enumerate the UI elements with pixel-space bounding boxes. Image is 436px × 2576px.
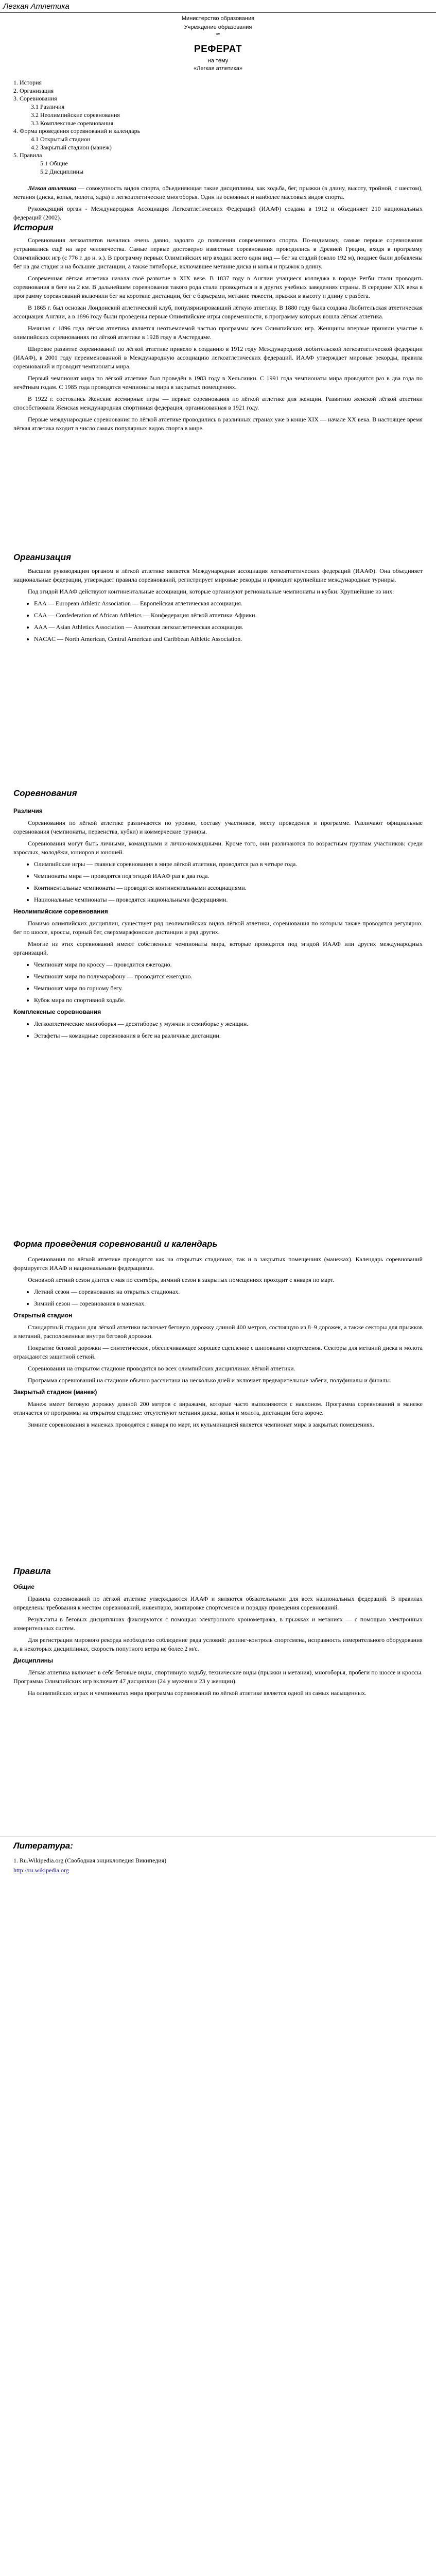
format-section	[13, 1255, 423, 1432]
intro-paragraph	[13, 184, 423, 201]
toc-item[interactable]: 3.1 Различия	[31, 103, 65, 111]
complex-item: • Эстафеты — командные соревнования в беге на различные дистанции.	[34, 1031, 423, 1040]
history-paragraph: Современная лёгкая атлетика начала своё развитие в XIX веке. В 1837 году в Англии учащиеся колледжа в городе Регби стали проводить соревнования в беге на 2 км. В дальнейшем соревнования такого рода стали проводиться и в других учебных заведениях страны. В середине XIX века в программу соревнований включили бег на короткие дистанции, бег с барьерами, метание тяжести, прыжки в высоту и длину с разбега.	[13, 275, 423, 299]
association-item: • EAA — European Athletic Association — Европейская атлетическая ассоциация.	[34, 599, 423, 608]
indoor-stadium-paragraph: Манеж имеет беговую дорожку длиной 200 метров с виражами, которые часто выполняются с наклоном. Программа соревнований в манеже отличается от программы на открытом стадионе: отсутствуют метания диска, копья и молота, дистанции бега короче.	[13, 1400, 423, 1416]
toc-item[interactable]: 3.2 Неолимпийские соревнования	[31, 111, 120, 118]
disciplines-paragraph: На олимпийских играх и чемпионатах мира программа соревнований по лёгкой атлетике является одной из самых насыщенных.	[28, 1689, 367, 1697]
history-section	[13, 236, 423, 436]
season-item: • Зимний сезон — соревнования в манежах.	[34, 1299, 423, 1308]
format-paragraph: Основной летний сезон длится с мая по сентябрь, зимний сезон в закрытых помещениях проходит с января по март.	[28, 1276, 335, 1283]
disciplines-paragraph: Лёгкая атлетика включает в себя беговые виды, спортивную ходьбу, технические виды (прыжки и метания), многоборья, пробеги по шоссе и кроссы. Программа Олимпийских игр включает 47 дисциплин (24 у мужчин и 23 у женщин).	[13, 1669, 423, 1685]
general-rules-paragraph: Правила соревнований по лёгкой атлетике утверждаются ИААФ и являются обязательными для всех национальных федераций. В правилах определены требования к местам соревнований, инвентарю, экипировке спортсменов и порядку проведения соревнований.	[13, 1595, 423, 1611]
topic-label: на тему	[207, 58, 229, 64]
history-paragraph: В 1865 г. был основан Лондонский атлетический клуб, популяризировавший лёгкую атлетику. В 1880 году была создана Любительская атлетическая ассоциация Англии, а в 1896 году были проведены первые Олимпийские игры современности, в программу которых вошла лёгкая атлетика.	[13, 304, 423, 320]
open-stadium-paragraph: Программа соревнований на стадионе обычно рассчитана на несколько дней и включает предварительные забеги, полуфиналы и финалы.	[28, 1377, 392, 1384]
rules-section	[13, 1581, 423, 1701]
toc-item[interactable]: 4. Форма проведения соревнований и календарь	[13, 127, 141, 135]
nonolympic-item: • Чемпионат мира по кроссу — проводится ежегодно.	[34, 960, 423, 969]
differences-paragraph: Соревнования могут быть личными, командными и лично-командными. Кроме того, они различаются по возрастным группам участников: среди взрослых, молодёжи, юниоров и юношей.	[13, 840, 423, 856]
toc-item[interactable]: 5.1 Общие	[40, 160, 68, 167]
nonolympic-list	[13, 960, 423, 1005]
organization-paragraph: Высшим руководящим органом в лёгкой атлетике является Международная ассоциация легкоатлетических федераций (ИААФ). Она объединяет национальные федерации, утверждает правила соревнований, регистрирует мировые рекорды и проводит крупнейшие международные турниры.	[13, 567, 423, 583]
toc-item[interactable]: 4.2 Закрытый стадион (манеж)	[31, 143, 112, 151]
quote-label: “”	[216, 32, 220, 39]
nonolympic-heading: Неолимпийские соревнования	[13, 908, 108, 915]
history-paragraph: Соревнования легкоатлетов начались очень давно, задолго до появления современного спорта. По-видимому, самые первые соревнования устраивались ещё на заре человечества. Самые первые достоверно известные соревнования проводились в Древней Греции, входя в программу Олимпийских игр (с 776 г. до н. э.). В программу первых Олимпийских игр входил всего один вид — бег на стадий (около 192 м), позднее были добавлены бег на два стадия и на большие дистанции, а также пятиборье, включавшее метание диска и копья и прыжок в длину.	[13, 236, 423, 270]
association-list	[13, 599, 423, 643]
organization-heading: Организация	[13, 552, 72, 562]
complex-item: • Легкоатлетические многоборья — десятиборье у мужчин и семиборье у женщин.	[34, 1020, 423, 1028]
season-item: • Летний сезон — соревнования на открытых стадионах.	[34, 1287, 423, 1296]
open-stadium-heading: Открытый стадион	[13, 1312, 73, 1319]
nonolympic-item: • Чемпионат мира по горному бегу.	[34, 984, 423, 993]
table-of-contents	[13, 79, 230, 176]
nonolympic-item: • Чемпионат мира по полумарафону — проводится ежегодно.	[34, 972, 423, 981]
history-heading: История	[13, 223, 54, 232]
nonolympic-item: • Кубок мира по спортивной ходьбе.	[34, 996, 423, 1005]
toc-item[interactable]: 2. Организация	[13, 87, 54, 94]
reference-item-1: 1. Ru.Wikipedia.org (Свободная энциклопедия Википедия)	[13, 1857, 167, 1864]
history-paragraph: Широкое развитие соревнований по лёгкой атлетике привело к созданию в 1912 году Международной любительской легкоатлетической федерации (ИААФ), в 2001 году переименованной в Международную ассоциацию легкоатлетических федераций. ИААФ утверждает мировые рекорды, правила соревнований и проводит чемпионаты мира.	[13, 345, 423, 370]
competition-level-item: • Олимпийские игры — главные соревнования в мире лёгкой атлетики, проводятся раз в четыре года.	[34, 860, 423, 869]
general-rules-paragraph: Результаты в беговых дисциплинах фиксируются с помощью электронного хронометража, в прыжках и метаниях — с помощью электронных измерительных систем.	[13, 1616, 423, 1632]
toc-item[interactable]: 3.3 Комплексные соревнования	[31, 119, 114, 127]
competitions-heading: Соревнования	[13, 788, 77, 798]
competition-level-item: • Чемпионаты мира — проводятся под эгидой ИААФ раз в два года.	[34, 872, 423, 880]
open-stadium-paragraph: Соревнования на открытом стадионе проводятся во всех олимпийских дисциплинах лёгкой атлетики.	[28, 1365, 295, 1372]
open-stadium-paragraph: Стандартный стадион для лёгкой атлетики включает беговую дорожку длиной 400 метров, состоящую из 8–9 дорожек, а также секторы для прыжков и метаний, расположенные внутри беговой дорожки.	[13, 1324, 423, 1340]
history-paragraph: В 1922 г. состоялись Женские всемирные игры — первые соревнования по лёгкой атлетике для женщин. Развитию женской лёгкой атлетики способствовала Женская международная спортивная федерация, организованная в 1921 году.	[13, 395, 423, 411]
format-paragraph: Соревнования по лёгкой атлетике проводятся как на открытых стадионах, так и в закрытых помещениях (манежах). Календарь соревнований формируется ИААФ и национальными федерациями.	[13, 1256, 423, 1272]
document-title: Легкая Атлетика	[3, 2, 69, 11]
differences-heading: Различия	[13, 807, 43, 815]
association-item: • CAA — Confederation of African Athletics — Конфедерация лёгкой атлетики Африки.	[34, 611, 423, 620]
open-stadium-paragraph: Покрытие беговой дорожки — синтетическое, обеспечивающее хорошее сцепление с шиповками спортсменов. Секторы для метаний диска и молота ограждаются защитной сеткой.	[13, 1344, 423, 1360]
reference-link[interactable]	[13, 1866, 69, 1875]
nonolympic-paragraph: Помимо олимпийских дисциплин, существует ряд неолимпийских видов лёгкой атлетики, соревнования по которым также проводятся регулярно: бег по шоссе, кроссы, горный бег, сверхмарафонские дистанции и ряд других.	[13, 920, 423, 936]
doc-type-heading: РЕФЕРАТ	[194, 44, 242, 55]
intro-text: — совокупность видов спорта, объединяющая такие дисциплины, как ходьба, бег, прыжки (в длину, высоту, тройной, с шестом), метания (диска, копья, молота, ядра) и легкоатлетические многоборья. Один из основных и наиболее массовых видов спорта.	[13, 184, 423, 200]
toc-item[interactable]: 1. История	[13, 79, 42, 86]
association-item: • AAA — Asian Athletics Association — Азиатская легкоатлетическая ассоциация.	[34, 623, 423, 632]
general-rules-heading: Общие	[13, 1583, 34, 1590]
complex-list	[13, 1020, 423, 1040]
indoor-stadium-heading: Закрытый стадион (манеж)	[13, 1388, 97, 1396]
history-paragraph: Начиная с 1896 года лёгкая атлетика является неотъемлемой частью программы всех Олимпийских игр. Женщины впервые приняли участие в олимпийских соревнованиях по лёгкой атлетике в 1928 году в Амстердаме.	[13, 325, 423, 341]
association-item: • NACAC — North American, Central American and Caribbean Athletic Association.	[34, 635, 423, 643]
competition-level-list	[13, 860, 423, 904]
differences-paragraph: Соревнования по лёгкой атлетике различаются по уровню, составу участников, месту проведения и программе. Различают официальные соревнования (чемпионаты, первенства, кубки) и коммерческие турниры.	[13, 819, 423, 835]
intro-paragraph-2: Руководящий орган - Международная Ассоциация Легкоатлетических Федераций (ИААФ) создана в 1912 и объединяет 210 национальных федераций (2002).	[13, 205, 423, 221]
general-rules-paragraph: Для регистрации мирового рекорда необходимо соблюдение ряда условий: допинг-контроль спортсмена, исправность измерительного оборудования и, в некоторых дисциплинах, скорость попутного ветра не более 2 м/с.	[13, 1636, 423, 1652]
references-heading: Литература:	[13, 1841, 73, 1851]
topic-title: «Легкая атлетика»	[194, 65, 242, 72]
intro-lead: Лёгкая атлетика	[28, 184, 77, 192]
rules-heading: Правила	[13, 1566, 51, 1576]
complex-heading: Комплексные соревнования	[13, 1008, 101, 1015]
toc-item[interactable]: 5.2 Дисциплины	[40, 167, 84, 175]
ministry-label: Министерство образования	[181, 15, 255, 22]
disciplines-heading: Дисциплины	[13, 1657, 54, 1664]
toc-item[interactable]: 5. Правила	[13, 151, 42, 159]
organization-section	[13, 567, 423, 647]
history-paragraph: Первые международные соревнования по лёгкой атлетике проводились в различных странах уже в конце XIX — начале XX века. В настоящее время лёгкая атлетика входит в число самых популярных видов спорта в мире.	[13, 416, 423, 432]
competition-level-item: • Национальные чемпионаты — проводятся национальными федерациями.	[34, 895, 423, 904]
toc-item[interactable]: 3. Соревнования	[13, 95, 57, 103]
organization-paragraph: Под эгидой ИААФ действуют континентальные ассоциации, которые организуют региональные чемпионаты и кубки. Крупнейшие из них:	[28, 588, 394, 595]
title-divider	[0, 12, 436, 13]
institution-label: Учреждение образования	[184, 24, 252, 30]
wikipedia-link[interactable]: http://ru.wikipedia.org	[13, 1867, 69, 1874]
intro-section	[13, 184, 423, 225]
competition-level-item: • Континентальные чемпионаты — проводятся континентальными ассоциациями.	[34, 884, 423, 892]
indoor-stadium-paragraph: Зимние соревнования в манежах проводятся с января по март, их кульминацией является чемпионат мира в закрытых помещениях.	[28, 1421, 374, 1428]
season-list	[13, 1287, 423, 1308]
history-paragraph: Первый чемпионат мира по лёгкой атлетике был проведён в 1983 году в Хельсинки. С 1991 года чемпионаты мира проводятся раз в два года по нечётным годам. С 1985 года проводятся чемпионаты мира в закрытых помещениях.	[13, 375, 423, 391]
toc-item[interactable]: 4.1 Открытый стадион	[31, 135, 91, 143]
competitions-section	[13, 805, 423, 1043]
nonolympic-paragraph: Многие из этих соревнований имеют собственные чемпионаты мира, которые проводятся под эгидой ИААФ или других международных организаций.	[13, 940, 423, 956]
format-heading: Форма проведения соревнований и календарь	[13, 1239, 218, 1249]
